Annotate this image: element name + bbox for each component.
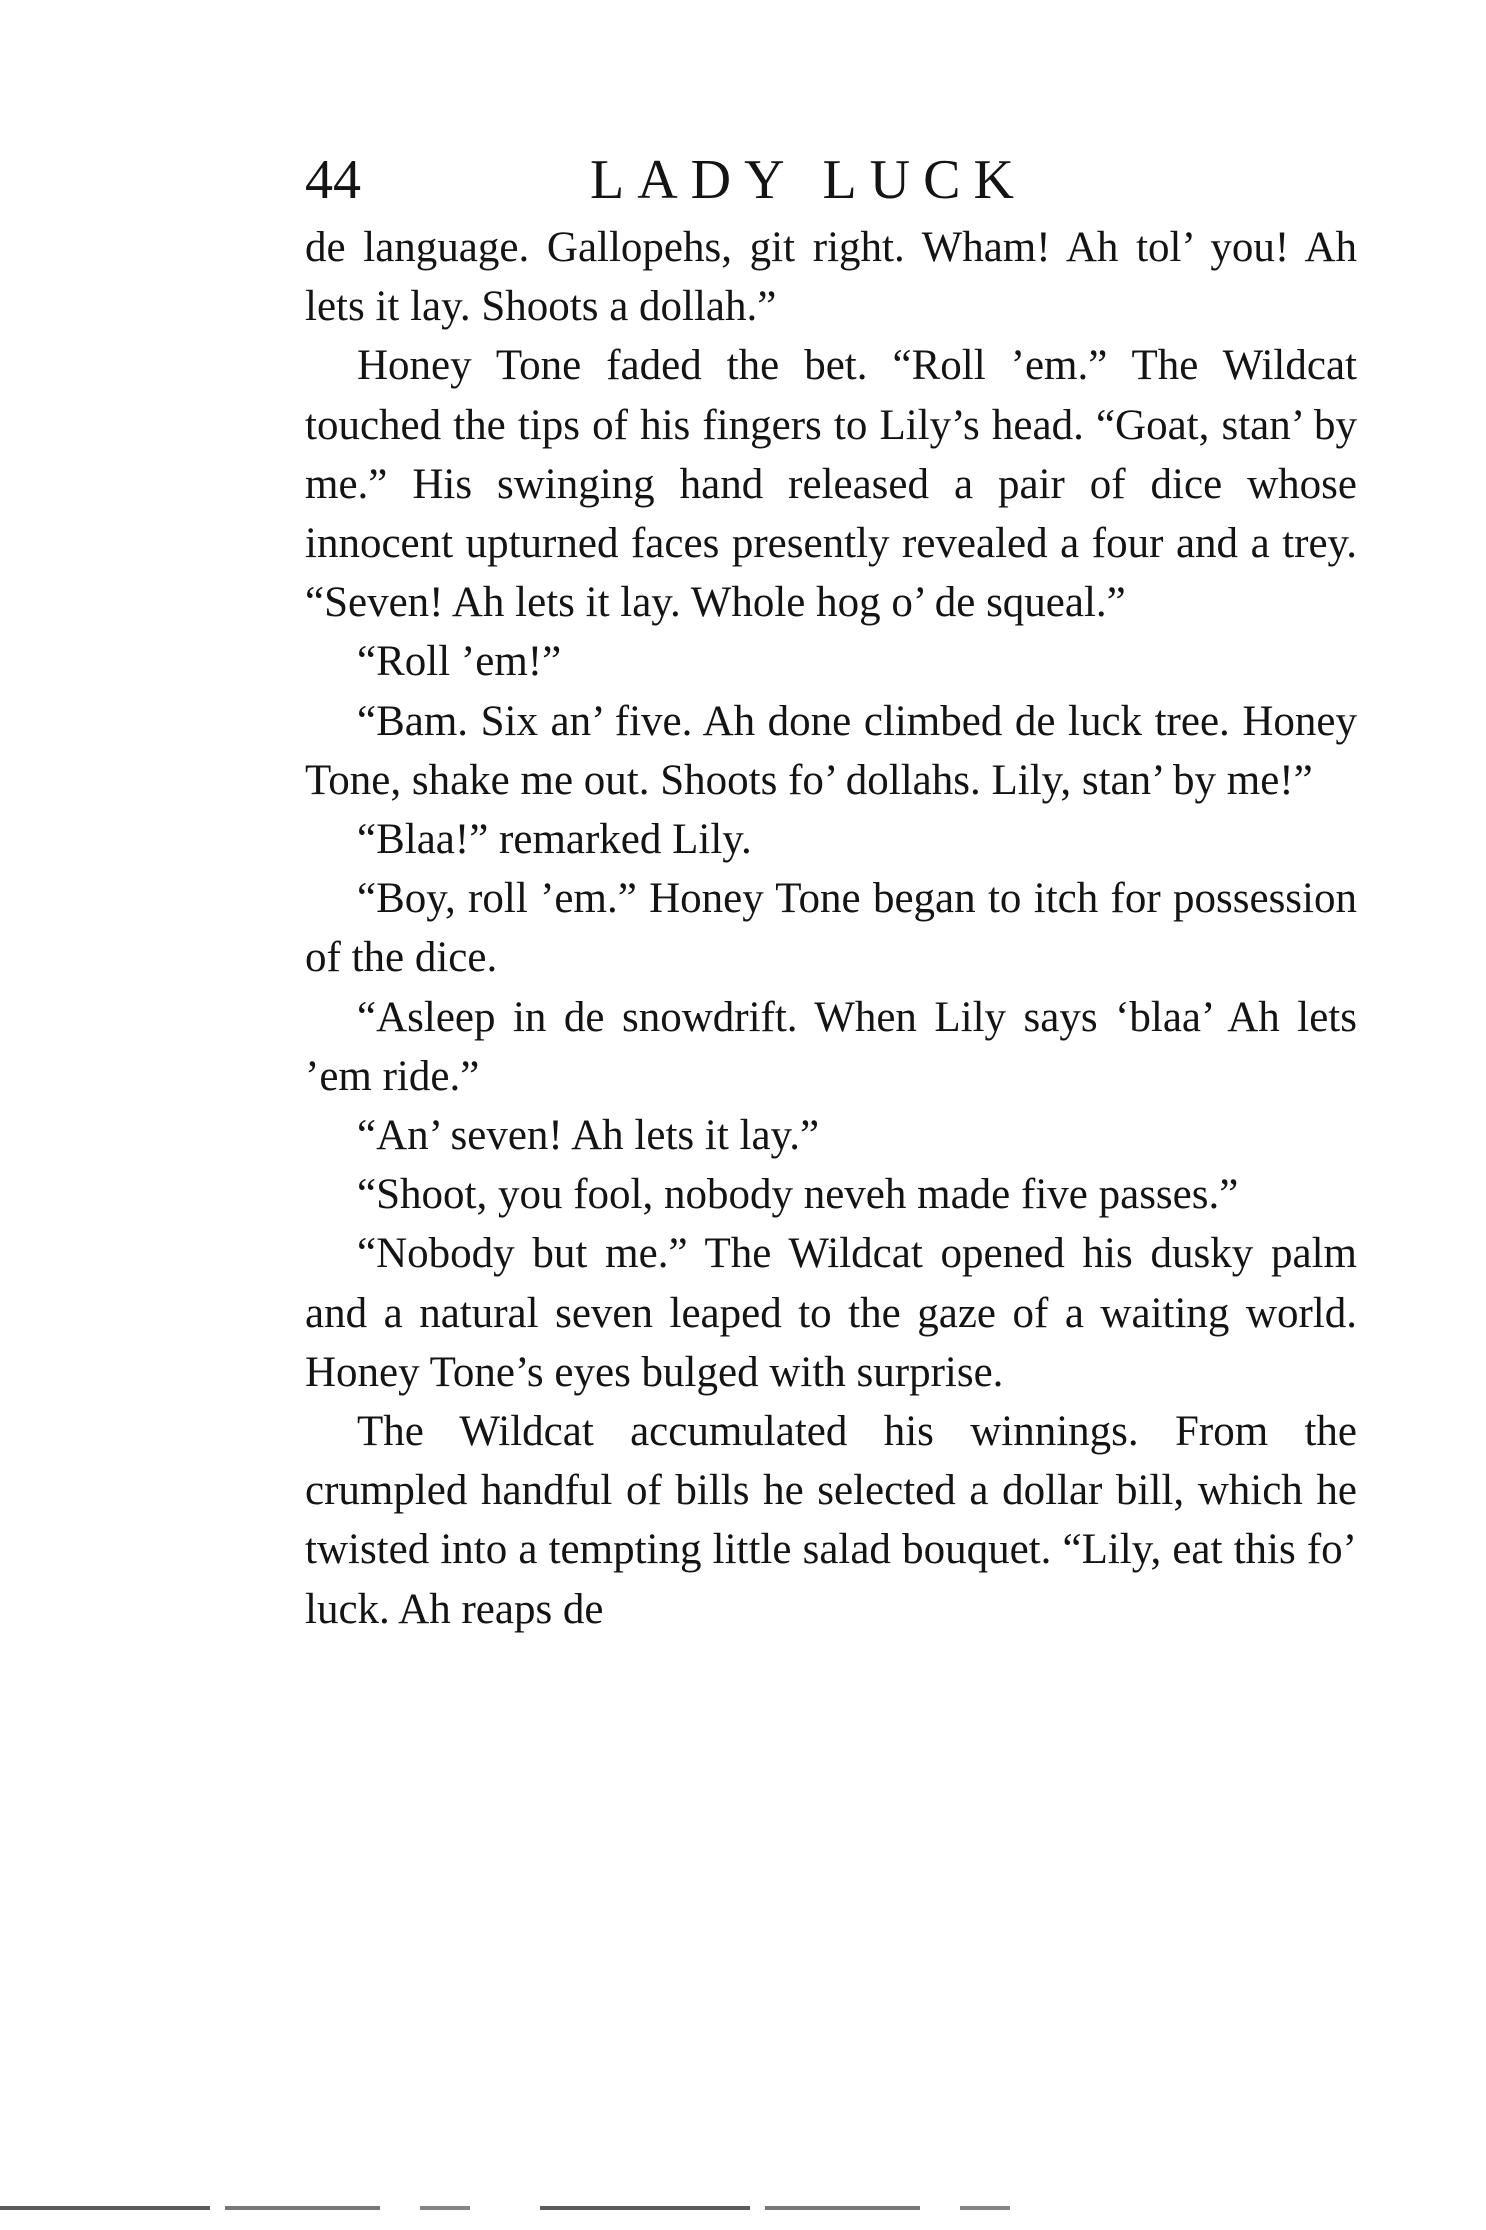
paragraph: “Bam. Six an’ five. Ah done climbed de luck tree. Honey Tone, shake me out. Shoots fo’ dollahs. Lily, stan’ by me!”	[305, 697, 1357, 804]
page-header	[305, 140, 1075, 220]
running-title: LADY LUCK	[590, 149, 1027, 211]
paragraph: “Nobody but me.” The Wildcat opened his dusky palm and a natural seven leaped to the gaze of a waiting world. Honey Tone’s eyes bulged with surprise.	[305, 1230, 1357, 1396]
paragraph: de language. Gallopehs, git right. Wham! Ah tol’ you! Ah lets it lay. Shoots a dollah.”	[305, 224, 1357, 331]
paragraph: “Blaa!” remarked Lily.	[357, 816, 752, 864]
page-number: 44	[305, 149, 361, 211]
paragraph: Honey Tone faded the bet. “Roll ’em.” The Wildcat touched the tips of his fingers to Lily’s head. “Goat, stan’ by me.” His swinging hand released a pair of dice whose innocent upturned faces presently revealed a four and a trey. “Seven! Ah lets it lay. Whole hog o’ de squeal.”	[305, 342, 1357, 627]
paragraph: “Roll ’em!”	[357, 638, 562, 686]
body-text	[305, 218, 1357, 1639]
scan-edge-line	[0, 2206, 1030, 2210]
paragraph: “Asleep in de snowdrift. When Lily says ‘blaa’ Ah lets ’em ride.”	[305, 993, 1357, 1100]
paragraph: “Shoot, you fool, nobody neveh made five passes.”	[357, 1171, 1239, 1219]
paragraph: “Boy, roll ’em.” Honey Tone began to itch for possession of the dice.	[305, 875, 1357, 982]
paragraph: “An’ seven! Ah lets it lay.”	[357, 1112, 820, 1160]
paragraph: The Wildcat accumulated his winnings. From the crumpled handful of bills he selected a dollar bill, which he twisted into a tempting little salad bouquet. “Lily, eat this fo’ luck. Ah reaps de	[305, 1408, 1357, 1633]
